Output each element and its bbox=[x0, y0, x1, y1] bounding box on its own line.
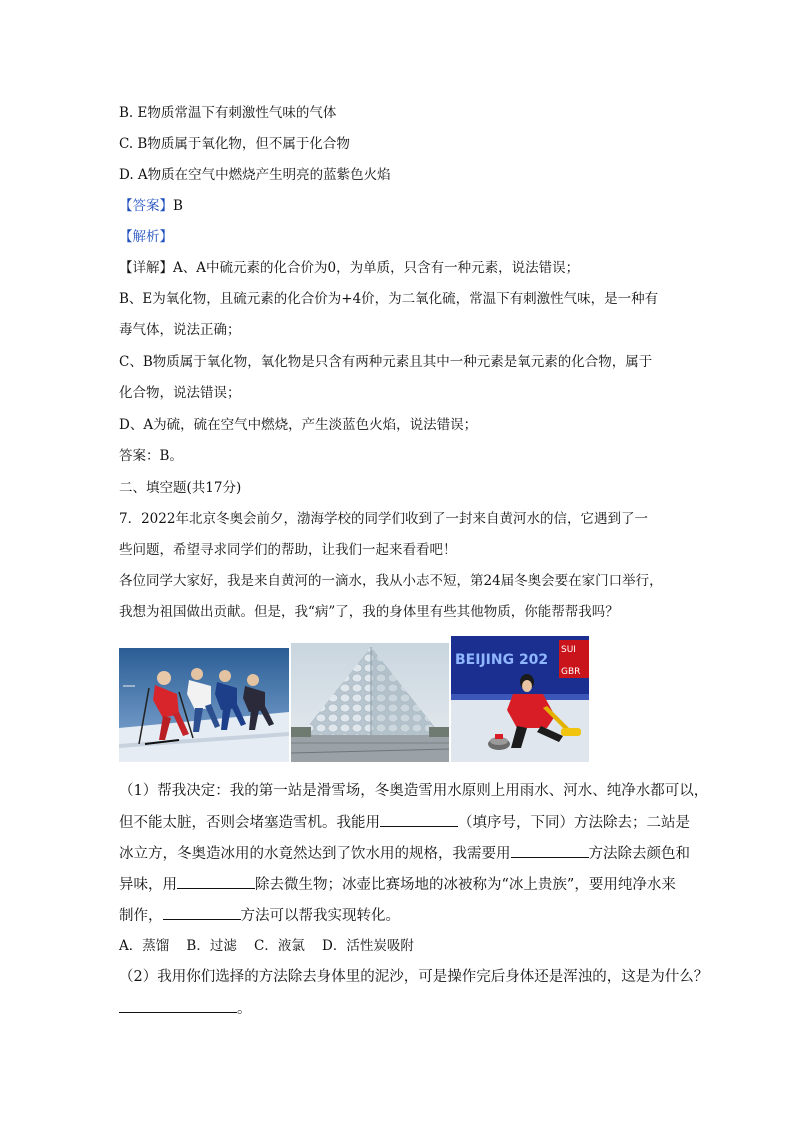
sub2-line-2: 。 bbox=[119, 998, 252, 1019]
sub1-line-1: （1）帮我决定：我的第一站是滑雪场，冬奥造雪用水原则上用雨水、河水、纯净水都可以， bbox=[119, 783, 709, 799]
analysis-line-5: 化合物，说法错误； bbox=[119, 385, 241, 401]
option-b: B. E物质常温下有刺激性气味的气体 bbox=[119, 105, 337, 121]
option-c: C. B物质属于氧化物，但不属于化合物 bbox=[119, 136, 350, 152]
answer-blank-4[interactable] bbox=[163, 905, 241, 920]
answer-value: B bbox=[173, 198, 183, 214]
option-d: D. A物质在空气中燃烧产生明亮的蓝紫色火焰 bbox=[119, 167, 391, 183]
sub1-line-4: 异味，用 除去微生物；冰壶比赛场地的冰被称为“冰上贵族”，要用纯净水来 bbox=[119, 874, 676, 895]
question-7-line-1: 7．2022年北京冬奥会前夕，渤海学校的同学们收到了一封来自黄河水的信，它遇到了一 bbox=[119, 511, 648, 527]
photo-sign-text: BEIJING 202 bbox=[455, 652, 549, 668]
question-7-line-2: 些问题，希望寻求同学们的帮助，让我们一起来看看吧！ bbox=[119, 542, 457, 558]
answer-label: 【答案】 bbox=[119, 198, 173, 214]
analysis-line-4: C、B物质属于氧化物，氧化物是只含有两种元素且其中一种元素是氧元素的化合物，属于 bbox=[119, 354, 653, 370]
analysis-line-1: 【详解】A、A中硫元素的化合价为0，为单质，只含有一种元素，说法错误； bbox=[119, 260, 580, 276]
sub1-line-5: 制作， 方法可以帮我实现转化。 bbox=[119, 905, 400, 926]
sub1-line-2: 但不能太脏，否则会堵塞造雪机。我能用 （填序号，下同）方法除去；二站是 bbox=[119, 812, 690, 833]
analysis-line-7: 答案：B。 bbox=[119, 448, 183, 464]
answer-blank-5[interactable] bbox=[119, 998, 237, 1013]
analysis-line-2: B、E为氧化物，且硫元素的化合价为+4价，为二氧化硫，常温下有刺激性气味，是一种有 bbox=[119, 291, 659, 307]
analysis-line-3: 毒气体，说法正确； bbox=[119, 322, 241, 338]
analysis-label: 【解析】 bbox=[119, 229, 173, 245]
photo-ice-cube bbox=[291, 643, 449, 762]
photo-strip bbox=[119, 636, 589, 762]
sub1-line-3: 冰立方，冬奥造冰用的水竟然达到了饮水用的规格，我需要用 方法除去颜色和 bbox=[119, 843, 690, 864]
photo-board-text-1: SUI bbox=[561, 645, 576, 655]
photo-skiers bbox=[119, 648, 289, 762]
analysis-line-6: D、A为硫，硫在空气中燃烧，产生淡蓝色火焰，说法错误； bbox=[119, 417, 478, 433]
choices-line: A．蒸馏 B．过滤 C．液氯 D．活性炭吸附 bbox=[119, 938, 414, 954]
photo-board-text-2: GBR bbox=[561, 667, 581, 677]
section-title: 二、填空题(共17分) bbox=[119, 480, 242, 496]
answer-blank-3[interactable] bbox=[177, 874, 255, 889]
answer-line bbox=[119, 196, 183, 216]
photo-curling bbox=[451, 636, 589, 762]
answer-blank-2[interactable] bbox=[511, 843, 589, 858]
answer-blank-1[interactable] bbox=[380, 812, 458, 827]
question-7-line-4: 我想为祖国做出贡献。但是，我“病”了，我的身体里有些其他物质，你能帮帮我吗？ bbox=[119, 604, 619, 620]
sub2-line-1: （2）我用你们选择的方法除去身体里的泥沙，可是操作完后身体还是浑浊的，这是为什么？ bbox=[119, 969, 709, 985]
question-7-line-3: 各位同学大家好，我是来自黄河的一滴水，我从小志不短，第24届冬奥会要在家门口举行， bbox=[119, 573, 663, 589]
